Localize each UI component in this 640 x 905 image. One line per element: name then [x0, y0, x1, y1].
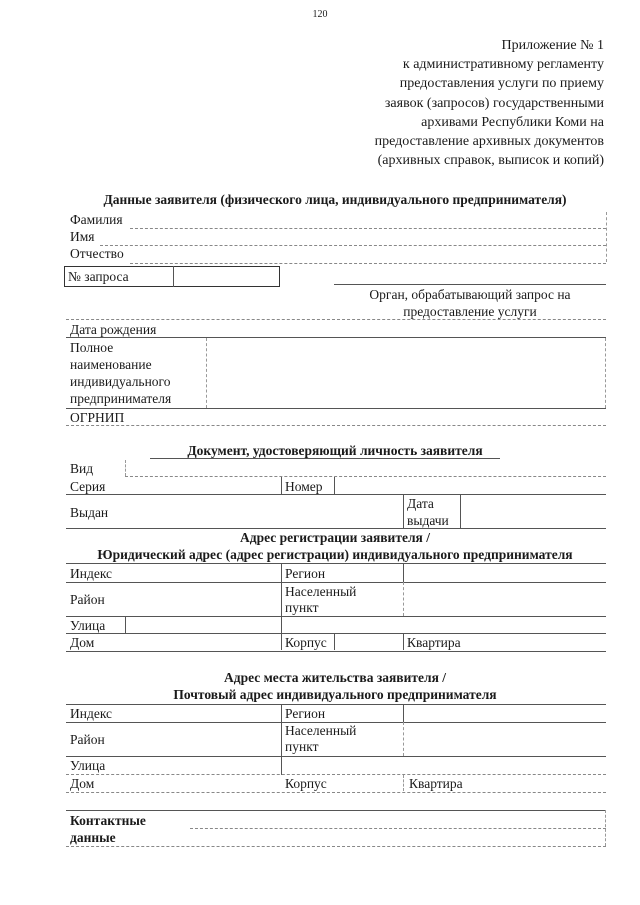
fullname-label: индивидуального — [70, 374, 171, 389]
reg-address-title: Адрес регистрации заявителя / — [240, 530, 430, 545]
surname-field[interactable] — [130, 228, 606, 229]
number-label: Номер — [285, 479, 323, 494]
appendix-line: предоставления услуги по приему — [399, 76, 604, 92]
res-address-title: Адрес места жительства заявителя / — [224, 670, 446, 685]
divider — [66, 616, 606, 617]
appendix-line: предоставление архивных документов — [374, 134, 604, 150]
ogrnip-label: ОГРНИП — [70, 410, 125, 425]
divider — [66, 408, 606, 409]
reg-building-field[interactable] — [336, 635, 402, 650]
reg-region-label: Регион — [285, 566, 326, 581]
divider — [403, 494, 404, 528]
appendix-line: архивами Республики Коми на — [421, 114, 604, 130]
request-number-label: № запроса — [68, 269, 129, 284]
res-apartment-label: Квартира — [409, 776, 463, 791]
divider — [66, 792, 606, 793]
divider — [605, 810, 606, 846]
issued-label: Выдан — [70, 505, 109, 520]
appendix-line: Приложение № 1 — [501, 38, 604, 53]
divider — [403, 722, 404, 756]
res-building-label: Корпус — [285, 776, 327, 791]
divider — [66, 651, 606, 652]
divider — [66, 563, 606, 564]
organ-label: предоставление услуги — [403, 304, 537, 319]
reg-house-field[interactable] — [130, 635, 278, 650]
divider — [606, 212, 607, 262]
res-house-label: Дом — [70, 776, 95, 791]
reg-apartment-field[interactable] — [475, 635, 605, 650]
res-district-field[interactable] — [130, 724, 278, 754]
fullname-label: Полное — [70, 340, 114, 355]
res-street-label: Улица — [70, 758, 106, 773]
res-region-field[interactable] — [405, 705, 605, 721]
reg-district-field[interactable] — [130, 584, 278, 614]
res-locality-label: пункт — [285, 739, 319, 754]
issue-date-field[interactable] — [462, 496, 606, 528]
reg-building-label: Корпус — [285, 635, 327, 650]
res-index-label: Индекс — [70, 706, 113, 721]
surname-label: Фамилия — [70, 212, 123, 227]
divider — [460, 494, 461, 528]
name-label: Имя — [70, 229, 95, 244]
res-district-label: Район — [70, 732, 105, 747]
reg-house-label: Дом — [70, 635, 95, 650]
divider — [403, 564, 404, 582]
reg-address-subtitle: Юридический адрес (адрес регистрации) индивидуального предпринимателя — [97, 547, 573, 562]
page-number: 120 — [312, 9, 328, 20]
name-field[interactable] — [100, 245, 606, 246]
divider — [403, 705, 404, 722]
contacts-label: Контактные — [70, 813, 146, 828]
series-field[interactable] — [66, 494, 606, 495]
appendix-line: заявок (запросов) государственными — [384, 95, 604, 111]
reg-index-label: Индекс — [70, 566, 113, 581]
ogrnip-field[interactable] — [66, 425, 606, 426]
reg-street-label: Улица — [70, 618, 106, 633]
reg-district-label: Район — [70, 592, 105, 607]
title-underline — [150, 458, 500, 459]
identity-section-title: Документ, удостоверяющий личность заявителя — [187, 443, 483, 458]
divider — [281, 564, 282, 650]
issued-field[interactable] — [120, 496, 402, 528]
divider — [403, 634, 404, 650]
divider — [334, 634, 335, 650]
divider — [125, 617, 126, 633]
divider — [66, 633, 606, 634]
divider — [66, 582, 606, 583]
contacts-label: данные — [70, 830, 116, 845]
fullname-label: предпринимателя — [70, 391, 172, 406]
divider — [173, 266, 174, 287]
issue-date-label: Дата — [407, 496, 434, 511]
organ-field[interactable] — [334, 284, 606, 285]
appendix-line: (архивных справок, выписок и копий) — [377, 153, 604, 169]
reg-index-field[interactable] — [130, 565, 278, 581]
res-region-label: Регион — [285, 706, 326, 721]
patronymic-label: Отчество — [70, 246, 124, 261]
res-building-field[interactable] — [336, 776, 402, 791]
applicant-section-title: Данные заявителя (физического лица, индивидуального предпринимателя) — [103, 192, 567, 207]
res-street-field[interactable] — [127, 758, 605, 772]
fullname-field[interactable] — [207, 339, 605, 407]
patronymic-field[interactable] — [130, 263, 606, 264]
fullname-label: наименование — [70, 357, 152, 372]
issue-date-label: выдачи — [407, 513, 449, 528]
reg-locality-field[interactable] — [405, 584, 605, 614]
divider — [125, 460, 126, 476]
doc-type-field[interactable] — [125, 476, 606, 477]
birth-date-field[interactable] — [66, 337, 606, 338]
res-locality-label: Населенный — [285, 723, 357, 738]
divider — [66, 319, 606, 320]
divider — [403, 582, 404, 616]
res-locality-field[interactable] — [405, 724, 605, 754]
appendix-header — [375, 36, 604, 170]
reg-locality-label: Населенный — [285, 584, 357, 599]
res-address-subtitle: Почтовый адрес индивидуального предпринимателя — [173, 687, 497, 702]
reg-region-field[interactable] — [405, 565, 605, 581]
divider — [281, 477, 282, 494]
series-label: Серия — [70, 479, 106, 494]
organ-label: Орган, обрабатывающий запрос на — [369, 287, 571, 302]
number-field[interactable] — [336, 478, 606, 494]
res-index-field[interactable] — [130, 705, 278, 721]
res-house-field[interactable] — [130, 776, 278, 791]
res-apartment-field[interactable] — [475, 776, 605, 791]
contacts-field[interactable] — [190, 812, 605, 846]
divider — [66, 846, 606, 847]
divider — [66, 756, 606, 757]
appendix-line: к административному регламенту — [402, 57, 604, 73]
divider — [66, 774, 606, 775]
divider — [605, 338, 606, 408]
birth-date-label: Дата рождения — [70, 322, 157, 337]
reg-street-field[interactable] — [127, 618, 605, 632]
divider — [334, 477, 335, 494]
doc-type-label: Вид — [70, 461, 94, 476]
divider — [66, 528, 606, 529]
divider — [403, 775, 404, 791]
divider — [66, 810, 606, 811]
reg-locality-label: пункт — [285, 600, 319, 615]
reg-apartment-label: Квартира — [407, 635, 461, 650]
